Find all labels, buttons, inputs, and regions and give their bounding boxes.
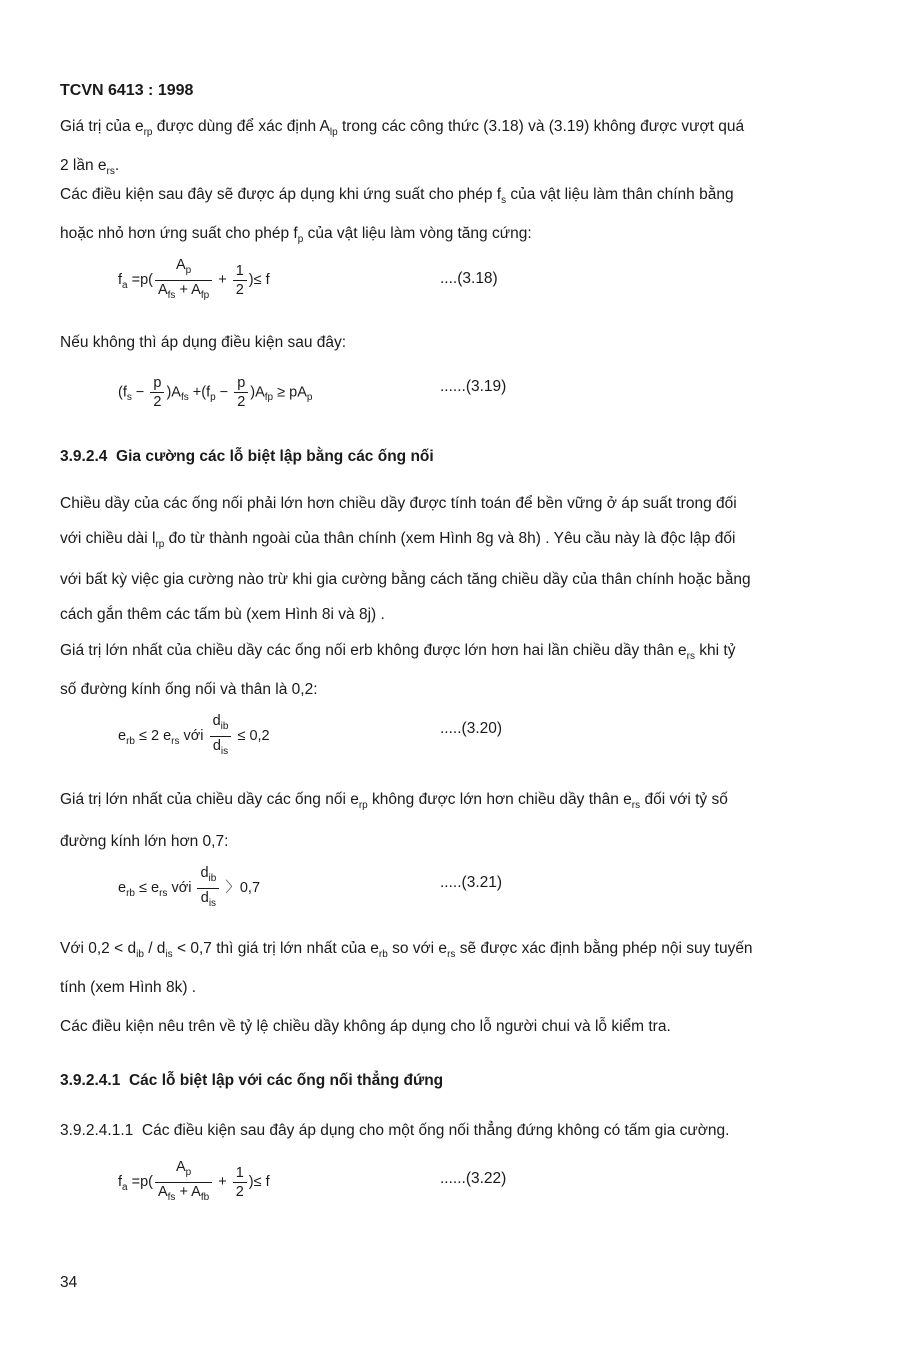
numerator — [210, 712, 232, 737]
equation-number: ......(3.22) — [440, 1170, 507, 1187]
paragraph-nozzle-thickness — [60, 486, 838, 632]
paragraph-conditions — [60, 178, 838, 256]
clause-number: 3.9.2.4.1.1 — [60, 1122, 134, 1139]
symbol: e — [118, 728, 127, 745]
symbol: f — [118, 272, 123, 289]
text: của vật liệu làm vòng tăng cứng: — [303, 225, 532, 243]
subscript: is — [165, 949, 173, 961]
fraction-diameter-ratio — [197, 864, 219, 913]
section-number: 3.9.2.4.1 — [60, 1072, 121, 1089]
line — [60, 110, 838, 149]
text: không được lớn hơn chiều dầy thân e — [367, 791, 632, 808]
subscript: p — [306, 392, 313, 404]
section-title: Gia cường các lỗ biệt lập bằng các ống nối — [116, 448, 434, 465]
line — [60, 782, 838, 824]
denominator — [155, 281, 212, 305]
fraction-diameter-ratio — [210, 712, 232, 761]
subscript: rs — [171, 736, 180, 748]
equation-3-21 — [118, 864, 260, 913]
symbol: với — [167, 880, 196, 897]
text: Giá trị lớn nhất của chiều dầy các ống nối e — [60, 791, 359, 808]
symbol: ≤ 0,2 — [233, 728, 270, 745]
subscript: p — [185, 1166, 192, 1178]
text: sẽ được xác định bằng phép nội suy tuyến — [455, 940, 753, 957]
section-heading-3-9-2-4-1 — [60, 1064, 838, 1097]
denominator: 2 — [235, 1183, 244, 1200]
text: đối với tỷ số — [640, 791, 728, 808]
fraction — [155, 256, 212, 305]
subscript: s — [126, 392, 132, 404]
subscript: rp — [143, 127, 153, 139]
text: / d — [143, 940, 166, 957]
subscript: rp — [358, 800, 368, 812]
symbol: )≤ f — [248, 272, 270, 289]
line — [60, 521, 838, 562]
subscript: fp — [264, 392, 274, 404]
symbol: (f — [118, 384, 127, 401]
section-heading-3-9-2-4 — [60, 440, 838, 473]
symbol: A — [175, 257, 186, 273]
fraction — [155, 1158, 212, 1207]
text: Giá trị của e — [60, 118, 144, 135]
denominator — [155, 1183, 212, 1207]
line: Chiều dầy của các ống nối phải lớn hơn chiều dầy được tính toán để bền vững ở áp suất trong đối — [60, 495, 737, 512]
symbol: ≤ 2 e — [134, 728, 172, 745]
subscript: rb — [126, 736, 135, 748]
numerator: p — [234, 374, 248, 393]
symbol: + A — [175, 281, 201, 298]
line — [60, 217, 838, 256]
symbol: − — [131, 384, 149, 401]
symbol: d — [200, 865, 209, 881]
symbol: A — [157, 281, 168, 298]
standard-code: TCVN 6413 : 1998 — [60, 82, 194, 99]
symbol: e — [118, 880, 127, 897]
text: Các điều kiện sau đây sẽ được áp dụng khi ứng suất cho phép f — [60, 186, 502, 203]
numerator — [155, 256, 212, 281]
denominator — [210, 737, 232, 761]
subscript: rs — [686, 651, 695, 663]
subscript: rb — [126, 888, 135, 900]
subscript: fp — [200, 289, 210, 301]
line — [60, 932, 838, 971]
line: cách gắn thêm các tấm bù (xem Hình 8i và 8j) . — [60, 606, 385, 624]
denominator: 2 — [235, 281, 244, 298]
subscript: lp — [329, 127, 338, 139]
equation-number: .....(3.20) — [440, 720, 503, 737]
numerator: 1 — [233, 1164, 247, 1183]
subscript: a — [122, 280, 128, 292]
paragraph-max-erp — [60, 782, 838, 860]
symbol: ≤ e — [134, 880, 160, 897]
text: Các điều kiện sau đây áp dụng cho một ống nối thẳng đứng không có tấm gia cường. — [141, 1122, 730, 1139]
subscript: s — [501, 195, 507, 207]
text: hoặc nhỏ hơn ứng suất cho phép f — [60, 225, 298, 243]
subscript: a — [122, 1182, 128, 1194]
text: < 0,7 thì giá trị lớn nhất của e — [172, 940, 379, 957]
paragraph-exception: Các điều kiện nêu trên về tỷ lệ chiều dầy không áp dụng cho lỗ người chui và lỗ kiểm tra. — [60, 1018, 671, 1035]
symbol: f — [118, 1174, 123, 1191]
symbol: A — [175, 1159, 186, 1175]
subscript: rs — [447, 949, 456, 961]
symbol: A — [157, 1183, 168, 1200]
symbol: d — [212, 737, 221, 754]
subscript: fs — [167, 1191, 176, 1203]
text: được dùng để xác định A — [152, 118, 330, 135]
symbol: )≤ f — [248, 1174, 270, 1191]
page-number: 34 — [60, 1274, 78, 1291]
text: khi tỷ — [694, 642, 736, 659]
line: đường kính lớn hơn 0,7: — [60, 833, 229, 851]
section-number: 3.9.2.4 — [60, 448, 108, 465]
subscript: is — [220, 745, 229, 757]
symbol: với — [179, 728, 208, 745]
fraction-half — [233, 1164, 247, 1201]
equation-3-22 — [118, 1158, 270, 1207]
denominator: 2 — [153, 394, 162, 410]
text: trong các công thức (3.18) và (3.19) không được vượt quá — [337, 118, 745, 135]
text: 2 lần e — [60, 157, 107, 175]
paragraph-3-9-2-4-1-1 — [60, 1114, 838, 1147]
fraction-p-half — [150, 374, 164, 411]
symbol: ≥ pA — [273, 384, 307, 401]
line: tính (xem Hình 8k) . — [60, 979, 197, 997]
denominator: 2 — [237, 394, 246, 410]
numerator — [155, 1158, 212, 1183]
symbol: )A — [250, 384, 265, 401]
symbol: + A — [175, 1183, 201, 1200]
numerator — [197, 864, 219, 889]
section-title: Các lỗ biệt lập với các ống nối thẳng đứng — [128, 1072, 444, 1089]
subscript: is — [208, 897, 217, 909]
line: số đường kính ống nối và thân là 0,2: — [60, 681, 318, 699]
subscript: rp — [155, 539, 165, 551]
standard-code-header — [60, 74, 838, 107]
symbol: d — [200, 889, 209, 906]
subscript: fs — [167, 289, 176, 301]
symbol: )A — [166, 384, 181, 401]
fraction-p-half — [234, 374, 248, 411]
subscript: rb — [378, 949, 388, 961]
text: của vật liệu làm thân chính bằng — [506, 186, 734, 203]
denominator — [197, 889, 219, 913]
numerator: 1 — [233, 262, 247, 281]
subscript: ib — [136, 949, 144, 961]
symbol: =p( — [127, 1174, 153, 1191]
equation-3-18 — [118, 256, 270, 305]
subscript: rs — [159, 888, 168, 900]
text: với chiều dài l — [60, 530, 156, 547]
symbol: =p( — [127, 272, 153, 289]
paragraph-interpolation — [60, 932, 838, 1004]
subscript: p — [185, 264, 192, 276]
symbol: 〉0,7 — [221, 880, 261, 897]
subscript: p — [210, 392, 216, 404]
line: với bất kỳ việc gia cường nào trừ khi gia cường bằng cách tăng chiều dầy của thân chính hoặc bằng — [60, 571, 751, 589]
subscript: fs — [180, 392, 189, 404]
subscript: rs — [631, 800, 641, 812]
equation-3-19 — [118, 374, 312, 411]
symbol: + — [214, 272, 231, 289]
line — [60, 178, 838, 217]
symbol: − — [215, 384, 233, 401]
numerator: p — [150, 374, 164, 393]
line — [60, 634, 838, 673]
equation-3-20 — [118, 712, 270, 761]
equation-number: .....(3.21) — [440, 874, 503, 891]
equation-number: ....(3.18) — [440, 270, 498, 287]
paragraph-otherwise: Nếu không thì áp dụng điều kiện sau đây: — [60, 334, 347, 351]
equation-number: ......(3.19) — [440, 378, 507, 395]
subscript: fb — [200, 1191, 210, 1203]
symbol: d — [212, 713, 221, 729]
subscript: ib — [208, 872, 217, 884]
fraction-half — [233, 262, 247, 299]
text: . — [114, 157, 120, 175]
paragraph-erp-limit — [60, 110, 838, 188]
text: Với 0,2 < d — [60, 940, 137, 957]
symbol: + — [214, 1174, 231, 1191]
text: đo từ thành ngoài của thân chính (xem Hình 8g và 8h) . Yêu cầu này là độc lập đối — [164, 530, 736, 547]
symbol: +(f — [188, 384, 211, 401]
subscript: ib — [220, 720, 229, 732]
text: so với e — [387, 940, 448, 957]
text: Giá trị lớn nhất của chiều dầy các ống nối erb không được lớn hơn hai lần chiều dầy thân e — [60, 642, 687, 659]
subscript: rs — [106, 166, 115, 178]
paragraph-max-erb — [60, 634, 838, 706]
subscript: p — [297, 234, 304, 246]
